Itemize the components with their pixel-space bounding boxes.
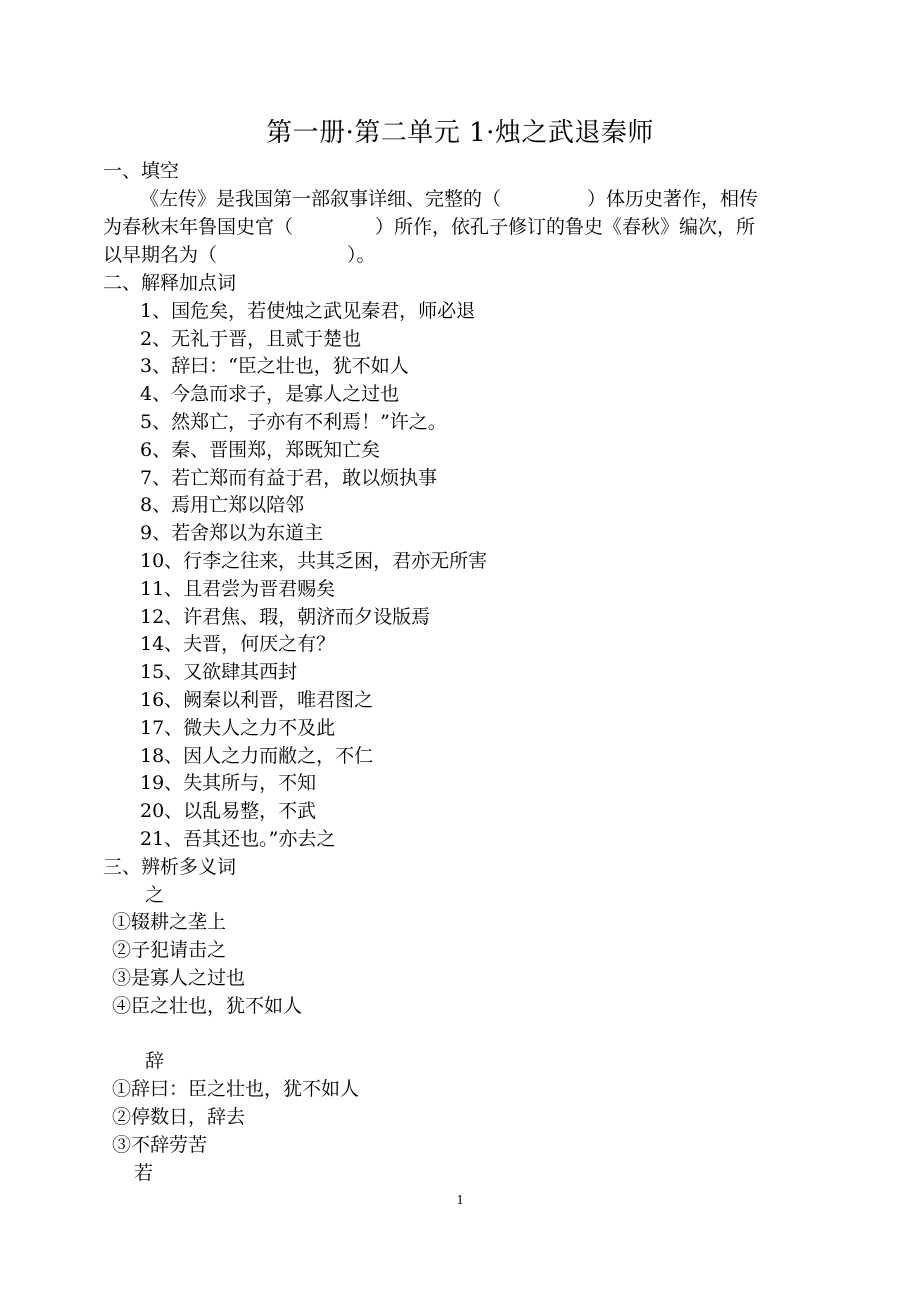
polysemy-word-ci: 辞 [145,1050,165,1072]
fill-blank-line-2 [103,218,755,237]
list-item: ②子犯请击之 [112,939,227,961]
list-item: 21、吾其还也。”亦去之 [140,828,336,850]
list-item: 16、阙秦以利晋，唯君图之 [140,689,374,711]
list-item: 12、许君焦、瑕，朝济而夕设版焉 [140,606,431,628]
list-item: 3、辞曰：“臣之壮也，犹不如人 [140,355,409,377]
list-item: ④臣之壮也，犹不如人 [112,995,303,1017]
list-item: 10、行李之往来，共其乏困，君亦无所害 [140,550,488,572]
list-item: ①辞曰：臣之壮也，犹不如人 [112,1078,360,1100]
list-item: 4、今急而求子，是寡人之过也 [140,383,400,405]
list-item: 7、若亡郑而有益于君，敢以烦执事 [140,467,438,489]
polysemy-word-ruo: 若 [134,1162,154,1184]
list-item: 14、夫晋，何厌之有？ [140,633,336,655]
polysemy-word-zhi: 之 [145,884,165,906]
list-item: 1、国危矣，若使烛之武见秦君，师必退 [140,300,476,322]
fill-text-1a: 《左传》是我国第一部叙事详细、完整的（ [140,188,502,210]
list-item: 20、以乱易整，不武 [140,800,317,822]
fill-text-2b: ）所作，依孔子修订的鲁史《春秋》编次，所 [375,216,756,238]
fill-text-2a: 为春秋末年鲁国史官（ [103,216,294,238]
fill-text-3b: ）。 [347,244,376,266]
section2-heading: 二、解释加点词 [103,272,237,294]
list-item: 17、微夫人之力不及此 [140,717,336,739]
section3-heading: 三、辨析多义词 [103,856,237,878]
list-item: ③不辞劳苦 [112,1134,208,1156]
list-item: 18、因人之力而敝之，不仁 [140,745,374,767]
list-item: 15、又欲肆其西封 [140,661,298,683]
list-item: 5、然郑亡，子亦有不利焉！”许之。 [140,411,447,433]
fill-blank-line-1 [140,190,758,209]
fill-blank-line-3 [103,246,376,265]
list-item: 6、秦、晋围郑，郑既知亡矣 [140,439,381,461]
list-item: ①辍耕之垄上 [112,911,227,933]
list-item: 9、若舍郑以为东道主 [140,522,324,544]
fill-text-1b: ）体历史著作，相传 [587,188,759,210]
section1-heading: 一、填空 [103,160,180,182]
list-item: 19、失其所与，不知 [140,772,317,794]
list-item: ③是寡人之过也 [112,967,246,989]
list-item: 8、焉用亡郑以陪邻 [140,494,305,516]
list-item: 2、无礼于晋，且贰于楚也 [140,328,362,350]
page-number: 1 [456,1193,464,1208]
fill-text-3a: 以早期名为（ [103,244,218,266]
page-title: 第一册·第二单元 1·烛之武退秦师 [266,118,654,148]
list-item: ②停数日，辞去 [112,1106,246,1128]
list-item: 11、且君尝为晋君赐矣 [140,578,336,600]
